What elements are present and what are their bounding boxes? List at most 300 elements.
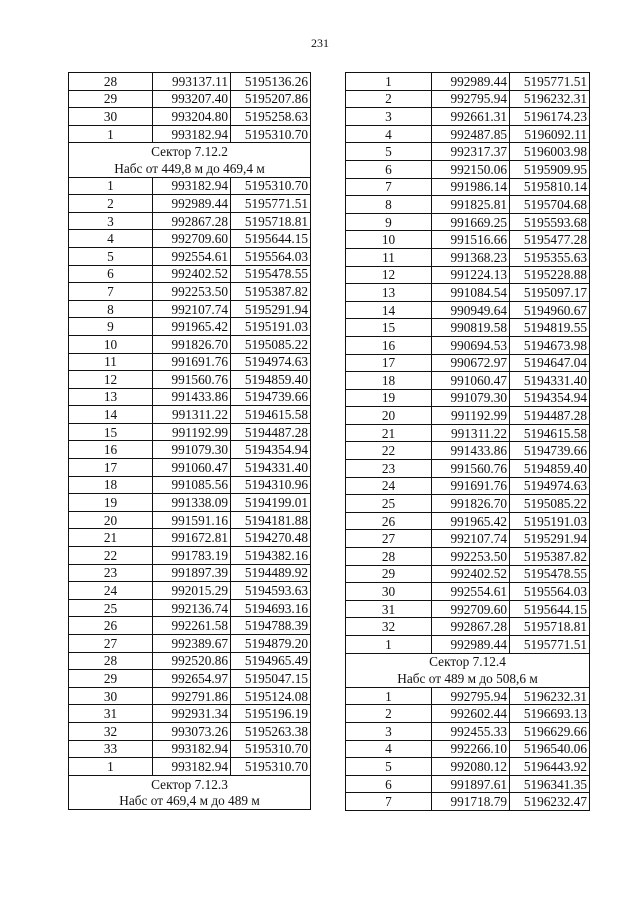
x-coordinate: 991897.61	[432, 775, 510, 793]
y-coordinate: 5195310.70	[231, 125, 311, 143]
x-coordinate: 993182.94	[153, 125, 231, 143]
table-row	[346, 354, 590, 372]
table-row	[346, 407, 590, 425]
sector-range: Набс от 489 м до 508,6 м	[346, 670, 590, 687]
table-row	[69, 687, 311, 705]
point-number: 6	[69, 265, 153, 283]
x-coordinate: 992487.85	[432, 125, 510, 143]
x-coordinate: 991433.86	[432, 442, 510, 460]
point-number: 22	[69, 547, 153, 565]
y-coordinate: 5195047.15	[231, 670, 311, 688]
table-row	[346, 477, 590, 495]
table-row	[346, 565, 590, 583]
y-coordinate: 5194331.40	[231, 459, 311, 477]
x-coordinate: 993137.11	[153, 73, 231, 91]
y-coordinate: 5195207.86	[231, 90, 311, 108]
sector-title: Сектор 7.12.2	[69, 143, 311, 160]
table-row	[69, 230, 311, 248]
y-coordinate: 5195478.55	[510, 565, 590, 583]
x-coordinate: 990819.58	[432, 319, 510, 337]
point-number: 2	[346, 90, 432, 108]
y-coordinate: 5194615.58	[510, 424, 590, 442]
point-number: 2	[346, 705, 432, 723]
x-coordinate: 992795.94	[432, 90, 510, 108]
x-coordinate: 991224.13	[432, 266, 510, 284]
x-coordinate: 991897.39	[153, 564, 231, 582]
point-number: 30	[69, 108, 153, 126]
table-row	[346, 125, 590, 143]
table-row	[69, 635, 311, 653]
table-row	[346, 196, 590, 214]
table-row	[69, 582, 311, 600]
y-coordinate: 5195771.51	[231, 195, 311, 213]
x-coordinate: 993182.94	[153, 758, 231, 776]
point-number: 3	[346, 108, 432, 126]
table-row	[69, 670, 311, 688]
point-number: 17	[346, 354, 432, 372]
point-number: 13	[346, 284, 432, 302]
x-coordinate: 991338.09	[153, 494, 231, 512]
x-coordinate: 991433.86	[153, 388, 231, 406]
table-row	[346, 495, 590, 513]
table-row	[346, 512, 590, 530]
x-coordinate: 992989.44	[153, 195, 231, 213]
y-coordinate: 5196629.66	[510, 722, 590, 740]
table-row	[346, 284, 590, 302]
y-coordinate: 5195258.63	[231, 108, 311, 126]
x-coordinate: 991825.81	[432, 196, 510, 214]
y-coordinate: 5195263.38	[231, 722, 311, 740]
y-coordinate: 5195097.17	[510, 284, 590, 302]
x-coordinate: 991516.66	[432, 231, 510, 249]
y-coordinate: 5195564.03	[510, 583, 590, 601]
table-row	[69, 406, 311, 424]
table-row	[69, 476, 311, 494]
x-coordinate: 992402.52	[153, 265, 231, 283]
table-row	[346, 758, 590, 776]
sector-title-row	[69, 775, 311, 792]
x-coordinate: 991560.76	[153, 371, 231, 389]
point-number: 25	[69, 599, 153, 617]
table-row	[69, 617, 311, 635]
x-coordinate: 992107.74	[153, 300, 231, 318]
x-coordinate: 992261.58	[153, 617, 231, 635]
table-row	[346, 775, 590, 793]
y-coordinate: 5194354.94	[510, 389, 590, 407]
y-coordinate: 5195291.94	[510, 530, 590, 548]
table-row	[69, 247, 311, 265]
point-number: 1	[346, 636, 432, 654]
x-coordinate: 992402.52	[432, 565, 510, 583]
point-number: 28	[69, 652, 153, 670]
y-coordinate: 5196232.31	[510, 687, 590, 705]
y-coordinate: 5194181.88	[231, 511, 311, 529]
table-row	[346, 108, 590, 126]
table-row	[69, 125, 311, 143]
point-number: 7	[346, 793, 432, 811]
table-row	[69, 318, 311, 336]
point-number: 4	[346, 740, 432, 758]
table-row	[69, 300, 311, 318]
point-number: 4	[69, 230, 153, 248]
y-coordinate: 5195387.82	[231, 283, 311, 301]
table-row	[346, 530, 590, 548]
point-number: 1	[69, 177, 153, 195]
y-coordinate: 5195477.28	[510, 231, 590, 249]
table-row	[69, 108, 311, 126]
y-coordinate: 5194974.63	[510, 477, 590, 495]
y-coordinate: 5195191.03	[510, 512, 590, 530]
y-coordinate: 5195810.14	[510, 178, 590, 196]
point-number: 32	[69, 722, 153, 740]
table-row	[346, 636, 590, 654]
sector-range: Набс от 449,8 м до 469,4 м	[69, 160, 311, 177]
y-coordinate: 5194331.40	[510, 372, 590, 390]
point-number: 33	[69, 740, 153, 758]
sector-range-row	[69, 160, 311, 177]
y-coordinate: 5195704.68	[510, 196, 590, 214]
y-coordinate: 5195771.51	[510, 73, 590, 91]
table-row	[346, 583, 590, 601]
table-row	[69, 353, 311, 371]
sector-range-row	[346, 670, 590, 687]
y-coordinate: 5194487.28	[231, 423, 311, 441]
x-coordinate: 991084.54	[432, 284, 510, 302]
y-coordinate: 5194673.98	[510, 336, 590, 354]
point-number: 11	[69, 353, 153, 371]
point-number: 24	[69, 582, 153, 600]
y-coordinate: 5195310.70	[231, 740, 311, 758]
x-coordinate: 993204.80	[153, 108, 231, 126]
y-coordinate: 5195644.15	[231, 230, 311, 248]
y-coordinate: 5194270.48	[231, 529, 311, 547]
point-number: 7	[69, 283, 153, 301]
sector-range: Набс от 469,4 м до 489 м	[69, 792, 311, 809]
coordinates-table-right	[345, 72, 590, 811]
y-coordinate: 5195196.19	[231, 705, 311, 723]
point-number: 21	[346, 424, 432, 442]
table-row	[69, 265, 311, 283]
point-number: 21	[69, 529, 153, 547]
x-coordinate: 992931.34	[153, 705, 231, 723]
x-coordinate: 991718.79	[432, 793, 510, 811]
y-coordinate: 5194693.16	[231, 599, 311, 617]
x-coordinate: 992520.86	[153, 652, 231, 670]
point-number: 14	[346, 301, 432, 319]
point-number: 4	[346, 125, 432, 143]
x-coordinate: 993182.94	[153, 177, 231, 195]
x-coordinate: 991192.99	[432, 407, 510, 425]
table-row	[346, 460, 590, 478]
y-coordinate: 5194965.49	[231, 652, 311, 670]
point-number: 31	[346, 600, 432, 618]
y-coordinate: 5194382.16	[231, 547, 311, 565]
table-row	[346, 213, 590, 231]
y-coordinate: 5196341.35	[510, 775, 590, 793]
table-row	[69, 423, 311, 441]
table-row	[69, 547, 311, 565]
y-coordinate: 5194647.04	[510, 354, 590, 372]
point-number: 9	[69, 318, 153, 336]
x-coordinate: 990672.97	[432, 354, 510, 372]
point-number: 23	[69, 564, 153, 582]
table-row	[69, 705, 311, 723]
y-coordinate: 5194739.66	[510, 442, 590, 460]
y-coordinate: 5194788.39	[231, 617, 311, 635]
point-number: 1	[346, 73, 432, 91]
table-row	[346, 160, 590, 178]
x-coordinate: 990694.53	[432, 336, 510, 354]
y-coordinate: 5194739.66	[231, 388, 311, 406]
x-coordinate: 993073.26	[153, 722, 231, 740]
x-coordinate: 991672.81	[153, 529, 231, 547]
point-number: 29	[69, 670, 153, 688]
point-number: 15	[346, 319, 432, 337]
x-coordinate: 992389.67	[153, 635, 231, 653]
y-coordinate: 5195644.15	[510, 600, 590, 618]
point-number: 22	[346, 442, 432, 460]
point-number: 2	[69, 195, 153, 213]
point-number: 1	[346, 687, 432, 705]
table-row	[69, 511, 311, 529]
y-coordinate: 5196232.47	[510, 793, 590, 811]
table-row	[69, 722, 311, 740]
table-row	[346, 372, 590, 390]
table-row	[69, 599, 311, 617]
table-row	[69, 441, 311, 459]
y-coordinate: 5195124.08	[231, 687, 311, 705]
table-row	[69, 652, 311, 670]
y-coordinate: 5195085.22	[231, 335, 311, 353]
point-number: 8	[69, 300, 153, 318]
table-row	[346, 90, 590, 108]
x-coordinate: 992654.97	[153, 670, 231, 688]
point-number: 10	[346, 231, 432, 249]
y-coordinate: 5196693.13	[510, 705, 590, 723]
table-row	[69, 335, 311, 353]
y-coordinate: 5195387.82	[510, 548, 590, 566]
y-coordinate: 5196092.11	[510, 125, 590, 143]
table-row	[69, 283, 311, 301]
x-coordinate: 992136.74	[153, 599, 231, 617]
x-coordinate: 992080.12	[432, 758, 510, 776]
table-row	[346, 424, 590, 442]
x-coordinate: 992317.37	[432, 143, 510, 161]
y-coordinate: 5194354.94	[231, 441, 311, 459]
point-number: 19	[346, 389, 432, 407]
y-coordinate: 5194819.55	[510, 319, 590, 337]
x-coordinate: 992709.60	[153, 230, 231, 248]
point-number: 8	[346, 196, 432, 214]
point-number: 27	[346, 530, 432, 548]
point-number: 12	[69, 371, 153, 389]
point-number: 30	[346, 583, 432, 601]
point-number: 7	[346, 178, 432, 196]
point-number: 27	[69, 635, 153, 653]
table-row	[69, 494, 311, 512]
table-row	[346, 266, 590, 284]
y-coordinate: 5194593.63	[231, 582, 311, 600]
table-row	[69, 371, 311, 389]
table-row	[69, 529, 311, 547]
table-row	[346, 143, 590, 161]
page-number: 231	[311, 36, 329, 50]
x-coordinate: 992989.44	[432, 636, 510, 654]
x-coordinate: 992554.61	[432, 583, 510, 601]
point-number: 19	[69, 494, 153, 512]
x-coordinate: 991060.47	[432, 372, 510, 390]
x-coordinate: 990949.64	[432, 301, 510, 319]
y-coordinate: 5194615.58	[231, 406, 311, 424]
x-coordinate: 992867.28	[153, 212, 231, 230]
point-number: 6	[346, 160, 432, 178]
table-row	[346, 231, 590, 249]
x-coordinate: 992795.94	[432, 687, 510, 705]
table-row	[69, 740, 311, 758]
table-row	[69, 177, 311, 195]
point-number: 20	[69, 511, 153, 529]
x-coordinate: 991192.99	[153, 423, 231, 441]
table-row	[346, 73, 590, 91]
y-coordinate: 5194489.92	[231, 564, 311, 582]
point-number: 23	[346, 460, 432, 478]
table-row	[69, 459, 311, 477]
x-coordinate: 991965.42	[432, 512, 510, 530]
table-row	[69, 73, 311, 91]
point-number: 20	[346, 407, 432, 425]
y-coordinate: 5194310.96	[231, 476, 311, 494]
y-coordinate: 5196540.06	[510, 740, 590, 758]
y-coordinate: 5194859.40	[231, 371, 311, 389]
y-coordinate: 5195718.81	[231, 212, 311, 230]
y-coordinate: 5195136.26	[231, 73, 311, 91]
point-number: 6	[346, 775, 432, 793]
sector-title-row	[69, 143, 311, 160]
point-number: 12	[346, 266, 432, 284]
table-row	[346, 301, 590, 319]
x-coordinate: 992150.06	[432, 160, 510, 178]
x-coordinate: 991691.76	[432, 477, 510, 495]
point-number: 31	[69, 705, 153, 723]
table-row	[346, 722, 590, 740]
x-coordinate: 993182.94	[153, 740, 231, 758]
x-coordinate: 992107.74	[432, 530, 510, 548]
point-number: 10	[69, 335, 153, 353]
point-number: 3	[346, 722, 432, 740]
table-row	[346, 705, 590, 723]
table-row	[346, 248, 590, 266]
point-number: 5	[346, 143, 432, 161]
y-coordinate: 5195085.22	[510, 495, 590, 513]
y-coordinate: 5194974.63	[231, 353, 311, 371]
y-coordinate: 5196232.31	[510, 90, 590, 108]
x-coordinate: 992015.29	[153, 582, 231, 600]
sector-title: Сектор 7.12.3	[69, 775, 311, 792]
y-coordinate: 5195228.88	[510, 266, 590, 284]
y-coordinate: 5195310.70	[231, 758, 311, 776]
point-number: 26	[69, 617, 153, 635]
x-coordinate: 991826.70	[432, 495, 510, 513]
x-coordinate: 991079.30	[432, 389, 510, 407]
x-coordinate: 991591.16	[153, 511, 231, 529]
table-row	[69, 758, 311, 776]
y-coordinate: 5196174.23	[510, 108, 590, 126]
point-number: 18	[69, 476, 153, 494]
y-coordinate: 5195355.63	[510, 248, 590, 266]
point-number: 13	[69, 388, 153, 406]
table-row	[346, 336, 590, 354]
point-number: 25	[346, 495, 432, 513]
y-coordinate: 5195191.03	[231, 318, 311, 336]
y-coordinate: 5195909.95	[510, 160, 590, 178]
y-coordinate: 5195564.03	[231, 247, 311, 265]
table-row	[346, 687, 590, 705]
table-row	[346, 618, 590, 636]
sector-range-row	[69, 792, 311, 809]
y-coordinate: 5194487.28	[510, 407, 590, 425]
table-row	[346, 319, 590, 337]
point-number: 26	[346, 512, 432, 530]
table-row	[69, 212, 311, 230]
x-coordinate: 992253.50	[432, 548, 510, 566]
y-coordinate: 5195593.68	[510, 213, 590, 231]
table-row	[346, 548, 590, 566]
x-coordinate: 992791.86	[153, 687, 231, 705]
point-number: 29	[346, 565, 432, 583]
y-coordinate: 5194859.40	[510, 460, 590, 478]
x-coordinate: 991669.25	[432, 213, 510, 231]
point-number: 18	[346, 372, 432, 390]
sector-title-row	[346, 653, 590, 670]
point-number: 30	[69, 687, 153, 705]
x-coordinate: 991060.47	[153, 459, 231, 477]
table-row	[346, 793, 590, 811]
x-coordinate: 991783.19	[153, 547, 231, 565]
point-number: 16	[69, 441, 153, 459]
point-number: 1	[69, 758, 153, 776]
x-coordinate: 991311.22	[153, 406, 231, 424]
point-number: 24	[346, 477, 432, 495]
y-coordinate: 5196003.98	[510, 143, 590, 161]
y-coordinate: 5196443.92	[510, 758, 590, 776]
x-coordinate: 992989.44	[432, 73, 510, 91]
table-row	[346, 389, 590, 407]
y-coordinate: 5195291.94	[231, 300, 311, 318]
point-number: 14	[69, 406, 153, 424]
point-number: 16	[346, 336, 432, 354]
y-coordinate: 5195310.70	[231, 177, 311, 195]
x-coordinate: 992709.60	[432, 600, 510, 618]
table-row	[69, 388, 311, 406]
point-number: 17	[69, 459, 153, 477]
table-row	[69, 90, 311, 108]
point-number: 3	[69, 212, 153, 230]
coordinates-table-left	[68, 72, 311, 810]
point-number: 5	[346, 758, 432, 776]
point-number: 11	[346, 248, 432, 266]
y-coordinate: 5195478.55	[231, 265, 311, 283]
y-coordinate: 5194879.20	[231, 635, 311, 653]
sector-title: Сектор 7.12.4	[346, 653, 590, 670]
table-row	[346, 442, 590, 460]
x-coordinate: 991691.76	[153, 353, 231, 371]
y-coordinate: 5194199.01	[231, 494, 311, 512]
table-row	[346, 178, 590, 196]
y-coordinate: 5194960.67	[510, 301, 590, 319]
point-number: 15	[69, 423, 153, 441]
x-coordinate: 992455.33	[432, 722, 510, 740]
y-coordinate: 5195718.81	[510, 618, 590, 636]
